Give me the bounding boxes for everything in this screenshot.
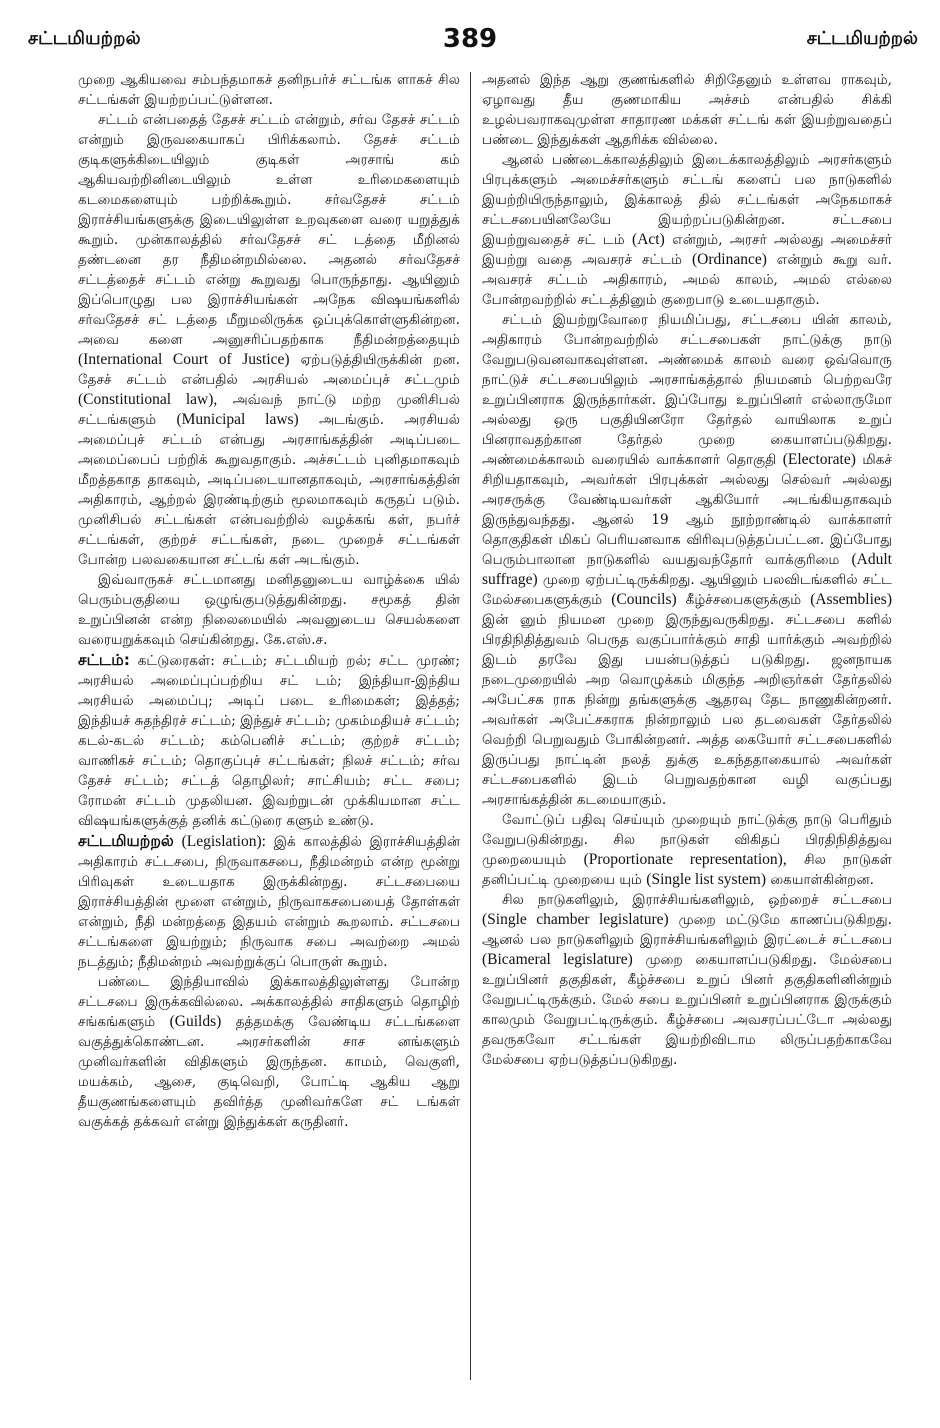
running-head-right: சட்டமியற்றல் xyxy=(806,28,918,49)
paragraph: பண்டை இந்தியாவில் இக்காலத்திலுள்ளது போன்ற சட்டசபை இருக்கவில்லை. அக்காலத்தில் சாதிகளும் தொழிற் சங்கங்களும் (Guilds) தத்தமக்கு வேண்டிய சட்டங்களை வகுத்துக்கொண்டன. அரசர்களின் சாச னங்களும் முனிவர்களின் விதிகளும் இருந்தன. காமம், வெகுளி, மயக்கம், ஆசை, குடிவெறி, போட்டி ஆகிய ஆறு தீயகுணங்களையும் தவிர்த்த முனிவர்களே சட் டங்கள் வகுக்கத் தக்கவர் என்று இந்துக்கள் கருதினர். xyxy=(78,974,460,1130)
paragraph: இவ்வாருகச் சட்டமானது மனிதனுடைய வாழ்க்கை யில் பெரும்பகுதியை ஒழுங்குபடுத்துகின்றது. சமூகத் தின் உறுப்பினன் என்ற நிலைமையில் அவனுடைய செயல்களை வரையறுக்கவும் செய்கின்றது. கே.எஸ்.ச. xyxy=(78,572,460,648)
entry-legislation: சட்டமியற்றல் (Legislation): இக் காலத்தில் இராச்சியத்தின் அதிகாரம் சட்டசபை, நிருவாகசபை, நீதிமன்றம் என்ற மூன்று பிரிவுகள் உடையதாக இருக்கின்றது. சட்டசபையை இராச்சியத்தின் மூளை என்றும், நிருவாகசபையைத் தோள்கள் என்றும், நீதி மன்றத்தை இதயம் என்றும் கூறலாம். சட்டசபை சட்டங்களை இயற்றும்; நிருவாக சபை அவற்றை அமல் நடத்தும்; நீதிமன்றம் அவற்றுக்குப் பொருள் கூறும். xyxy=(78,832,460,970)
paragraph: சட்டம் என்பதைத் தேசச் சட்டம் என்றும், சர்வ தேசச் சட்டம் என்றும் இருவகையாகப் பிரிக்கலாம். தேசச் சட்டம் குடிகளுக்கிடையிலும் குடிகள் அரசாங் கம் ஆகியவற்றினிடையிலும் உள்ள உரிமைகளையும் கடமைகளையும் பற்றிக்கூறும். சர்வதேசச் சட்டம் இராச்சியங்களுக்கு இடையிலுள்ள உறவுகளை வரை யறுத்துக் கூறும். முன்காலத்தில் சர்வதேசச் சட் டத்தை மீறினல் தண்டனை தர நீதிமன்றமில்லை. அதனல் சர்வதேசச் சட்டத்தைச் சட்டம் என்று கூறுவது பொருந்தாது. ஆயினும் இப்பொழுது பல இராச்சியங்கள் அநேக விஷயங்களில் சர்வதேசச் சட் டத்தை மீறுமலிருக்க ஒப்புக்கொள்ளுகின்றன. அவை களை அனுசரிப்பதற்காக நீதிமன்றத்தையும் (International Court of Justice) ஏற்படுத்தியிருக்கின் றன. தேசச் சட்டம் என்பதில் அரசியல் அமைப்புச் சட்டமும் (Constitutional law), அவ்வந் நாட்டு மற்ற முனிசிபல் சட்டங்களும் (Municipal laws) அடங்கும். அரசியல் அமைப்புச் சட்டம் என்பது அரசாங்கத்தின் அடிப்படை அமைப்பைப் பற்றிக் கூறுவதாகும். அச்சட்டம் புனிதமாகவும் மீறத்தகாத தாகவும், அடிப்படையானதாகவும், அரசாங்கத்தின் அதிகாரம், ஆற்றல் இரண்டிற்கும் மூலமாகவும் கருதப் படும். முனிசிபல் சட்டங்கள் என்பவற்றில் வழக்கங் கள், நபர்ச் சட்டங்கள், குற்றச் சட்டங்கள், நடை முறைச் சட்டங்கள் போன்ற பலவகையான சட்டங் கள் அடங்கும். xyxy=(78,112,460,568)
entry-headword: சட்டமியற்றல் xyxy=(78,832,174,850)
see-also-term: சட்டம்: xyxy=(78,651,130,669)
paragraph: அதனல் இந்த ஆறு குணங்களில் சிறிதேனும் உள்ளவ ராகவும், ஏழாவது தீய குணமாகிய அச்சம் என்பதில் சிக்கி உழல்பவராகவுமுள்ள சாதாரண மக்கள் சட்டங் கள் இயற்றுவதைப் பண்டை இந்துக்கள் ஆதரிக்க வில்லை. xyxy=(482,72,892,148)
paragraph: வோட்டுப் பதிவு செய்யும் முறையும் நாட்டுக்கு நாடு பெரிதும் வேறுபடுகின்றது. சில நாடுகள் விகிதப் பிரதிநிதித்துவ முறையையும் (Proportionate representation), சில நாடுகள் தனிப்பட்டி முறையை யும் (Single list system) கையாள்கின்றன. xyxy=(482,812,892,888)
see-also-block: சட்டம்: கட்டுரைகள்: சட்டம்; சட்டமியற் றல்; சட்ட முரண்; அரசியல் அமைப்புப்பற்றிய சட் டம்; இந்தியா-இந்திய அரசியல் அமைப்பு; அடிப் படை உரிமைகள்; இத்தத்; இந்தியச் சுதந்திரச் சட்டம்; இந்துச் சட்டம்; முகம்மதியச் சட்டம்; கடல்-கடல் சட்டம்; கம்பெனிச் சட்டம்; குற்றச் சட்டம்; வாணிகச் சட்டம்; தொகுப்புச் சட்டங்கள்; நிலச் சட்டம்; சர்வ தேசச் சட்டம்; சட்டத் தொழிலர்; சாட்சியம்; சட்ட சபை; ரோமன் சட்டம் முதலியன. இவற்றுடன் முக்கியமான சட்ட விஷயங்களுக்குத் தனிக் கட்டுரை களும் உண்டு. xyxy=(78,651,460,829)
page-header xyxy=(0,0,940,62)
paragraph: சில நாடுகளிலும், இராச்சியங்களிலும், ஒற்றைச் சட்டசபை (Single chamber legislature) முறை மட்டுமே காணப்படுகிறது. ஆனல் பல நாடுகளிலும் இராச்சியங்களிலும் இரட்டைச் சட்டசபை (Bicameral legislature) முறை கையாளப்படுகிறது. மேல்சபை உறுப்பினர் தகுதிகள், கீழ்ச்சபை உறுப் பினர் தகுதிகளினின்றும் வேறுபட்டிருக்கும். மேல் சபை உறுப்பினர் உறுப்பினராக இருக்கும் காலமும் வேறுபட்டிருக்கும். கீழ்ச்சபை அவசரப்பட்டோ அல்லது தவருகவோ சட்டங்கள் இயற்றிவிடாம லிருப்பதற்காகவே மேல்சபை ஏற்படுத்தப்படுகிறது. xyxy=(482,892,892,1068)
column-divider xyxy=(470,72,471,1380)
page-number: 389 xyxy=(442,24,498,54)
paragraph: முறை ஆகியவை சம்பந்தமாகச் தனிநபர்ச் சட்டங்க ளாகச் சில சட்டங்கள் இயற்றப்பட்டுள்ளன. xyxy=(78,72,460,108)
running-head-left: சட்டமியற்றல் xyxy=(28,28,141,49)
left-column xyxy=(78,70,460,1390)
paragraph: சட்டம் இயற்றுவோரை நியமிப்பது, சட்டசபை யின் காலம், அதிகாரம் போன்றவற்றில் சட்டசபைகள் நாட்டுக்கு நாடு வேறுபடுவனவாகவுள்ளன. அண்மைக் காலம் வரை ஒவ்வொரு நாட்டுச் சட்டசபையிலும் அரசாங்கத்தால் நியமனம் பெற்றவரே உறுப்பினராக இருந்தார்கள். இப்போது உறுப்பினர் எல்லாருமோ அல்லது ஒரு பகுதியினரோ தேர்தல் வாயிலாக உறுப் பினராவதற்கான தேர்தல் முறை கையாளப்படுகிறது. அண்மைக்காலம் வரையில் வாக்காளர் தொகுதி (Electorate) மிகச் சிறியதாகவும், அவர்கள் பிரபுக்கள் அல்லது செல்வர் அல்லது அரசருக்கு வேண்டியவர்கள் ஆகியோர் அடங்கியதாகவும் இருந்துவந்தது. ஆனல் 19 ஆம் நூற்றாண்டில் வாக்காளர் தொகுதிகள் மிகப் பெரியனவாக விரிவுபடுத்தப்பட்டன. இப்போது பெரும்பாலான நாடுகளில் வயதுவந்தோர் வாக்குரிமை (Adult suffrage) முறை ஏற்பட்டிருக்கிறது. ஆயினும் பலவிடங்களில் சட்ட மேல்சபைகளுக்கும் (Councils) கீழ்ச்சபைகளுக்கும் (Assemblies) இன் னும் நியமன முறை இருந்துவருகிறது. சட்டசபை களில் பிரதிநிதித்துவம் பெருத வகுப்பார்க்கும் சாதி யார்க்கும் அவற்றில் இடம் தரவே இது பயன்படுத்தப் படுகிறது. ஜனநாயக நடைமுறையில் அற வொழுக்கம் மிகுந்த அறிஞர்கள் தேர்தலில் அபேட்சக ராக நின்று தங்களுக்கு ஆதரவு தேட நாணுகின்றனர். அவர்கள் அபேட்சகராக நின்றாலும் பல தடவைகள் தேர்தலில் வெற்றி பெறுவதும் போகின்றனர். அத்த கையோர் சட்டசபைகளில் இருப்பது நாட்டின் நலத் துக்கு உகந்ததாகையால் அவர்கள் சட்டசபைகளில் இடம் பெறுவதற்கான வழி வகுப்பது அரசாங்கத்தின் கடமையாகும். xyxy=(482,312,892,808)
right-column xyxy=(482,70,892,1390)
paragraph: ஆனல் பண்டைக்காலத்திலும் இடைக்காலத்திலும் அரசர்களும் பிரபுக்களும் அமைச்சர்களும் சட்டங் களைப் பல நாடுகளில் இயற்றியிருந்தாலும், இக்காலத் தில் சட்டங்கள் அநேகமாகச் சட்டசபையினலேயே இயற்றப்படுகின்றன. சட்டசபை இயற்றுவதைச் சட் டம் (Act) என்றும், அரசர் அல்லது அமைச்சர் இயற்று வதை அவசரச் சட்டம் (Ordinance) என்றும் கூறு வர். அவசரச் சட்டம் அதிகாரம், அமல் காலம், அமல் எல்லை போன்றவற்றில் சட்டத்தினும் குறைபாடு உடையதாகும். xyxy=(482,152,892,308)
